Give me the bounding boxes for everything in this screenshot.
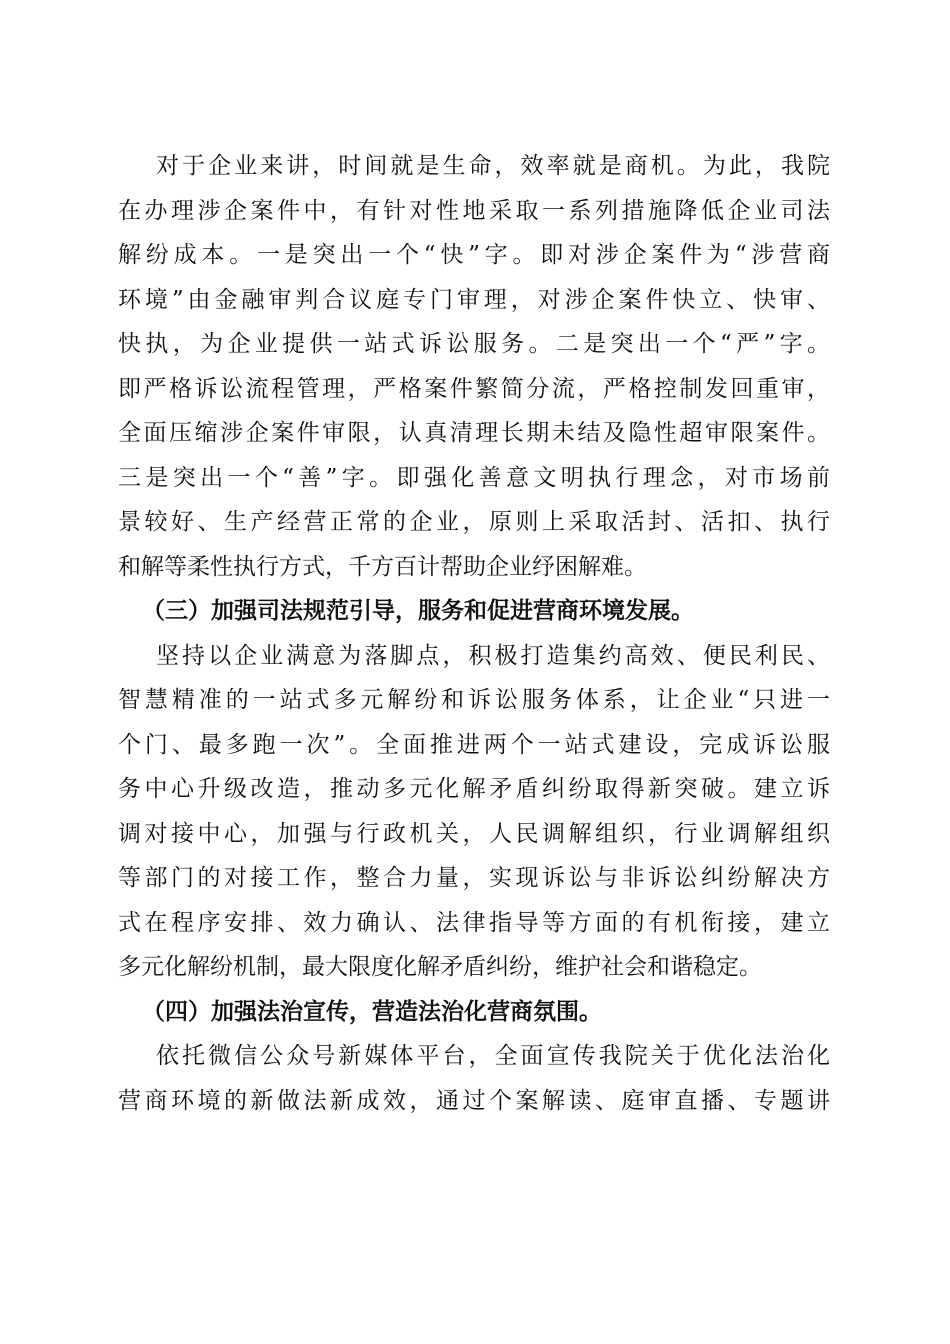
text-line: 对于企业来讲，时间就是生命，效率就是商机。为此，我院 — [156, 153, 830, 179]
text-line: 环境”由金融审判合议庭专门审理，对涉企案件快立、快审、 — [118, 286, 830, 313]
paragraph-time-efficiency — [118, 144, 830, 589]
text-line: 多元化解纷机制，最大限度化解矛盾纠纷，维护社会和谐稳定。 — [118, 954, 762, 980]
text-line: 等部门的对接工作，整合力量，实现诉讼与非诉讼纠纷解决方 — [118, 865, 830, 891]
text-line: 依托微信公众号新媒体平台，全面宣传我院关于优化法治化 — [156, 1043, 830, 1069]
text-line: 即严格诉讼流程管理，严格案件繁简分流，严格控制发回重审， — [118, 375, 830, 402]
text-line: 解纷成本。一是突出一个“快”字。即对涉企案件为“涉营商 — [118, 242, 830, 268]
section-heading-4: （四）加强法治宣传，营造法治化营商氛围。 — [142, 997, 602, 1025]
text-line: 全面压缩涉企案件审限，认真清理长期未结及隐性超审限案件。 — [118, 420, 830, 446]
text-line: 调对接中心，加强与行政机关，人民调解组织，行业调解组织 — [118, 820, 830, 847]
text-line: 快执，为企业提供一站式诉讼服务。二是突出一个“严”字。 — [118, 331, 830, 357]
text-line: 和解等柔性执行方式，千方百计帮助企业纾困解难。 — [118, 553, 647, 580]
document-body — [118, 144, 830, 1123]
paragraph-one-stop-service — [118, 634, 830, 990]
text-line: 坚持以企业满意为落脚点，积极打造集约高效、便民利民、 — [156, 642, 830, 669]
text-line: 景较好、生产经营正常的企业，原则上采取活封、活扣、执行 — [118, 509, 830, 535]
text-line: 营商环境的新做法新成效，通过个案解读、庭审直播、专题讲 — [118, 1087, 830, 1114]
paragraph-publicity — [118, 1034, 830, 1123]
text-line: 在办理涉企案件中，有针对性地采取一系列措施降低企业司法 — [118, 197, 830, 224]
section-heading-3: （三）加强司法规范引导，服务和促进营商环境发展。 — [142, 597, 694, 624]
text-line: 务中心升级改造，推动多元化解矛盾纠纷取得新突破。建立诉 — [118, 776, 830, 802]
text-line: 个门、最多跑一次”。全面推进两个一站式建设，完成诉讼服 — [118, 731, 830, 758]
text-line: 三是突出一个“善”字。即强化善意文明执行理念，对市场前 — [118, 464, 830, 491]
text-line: 式在程序安排、效力确认、法律指导等方面的有机衔接，建立 — [118, 909, 830, 936]
text-line: 智慧精准的一站式多元解纷和诉讼服务体系，让企业“只进一 — [118, 687, 830, 713]
